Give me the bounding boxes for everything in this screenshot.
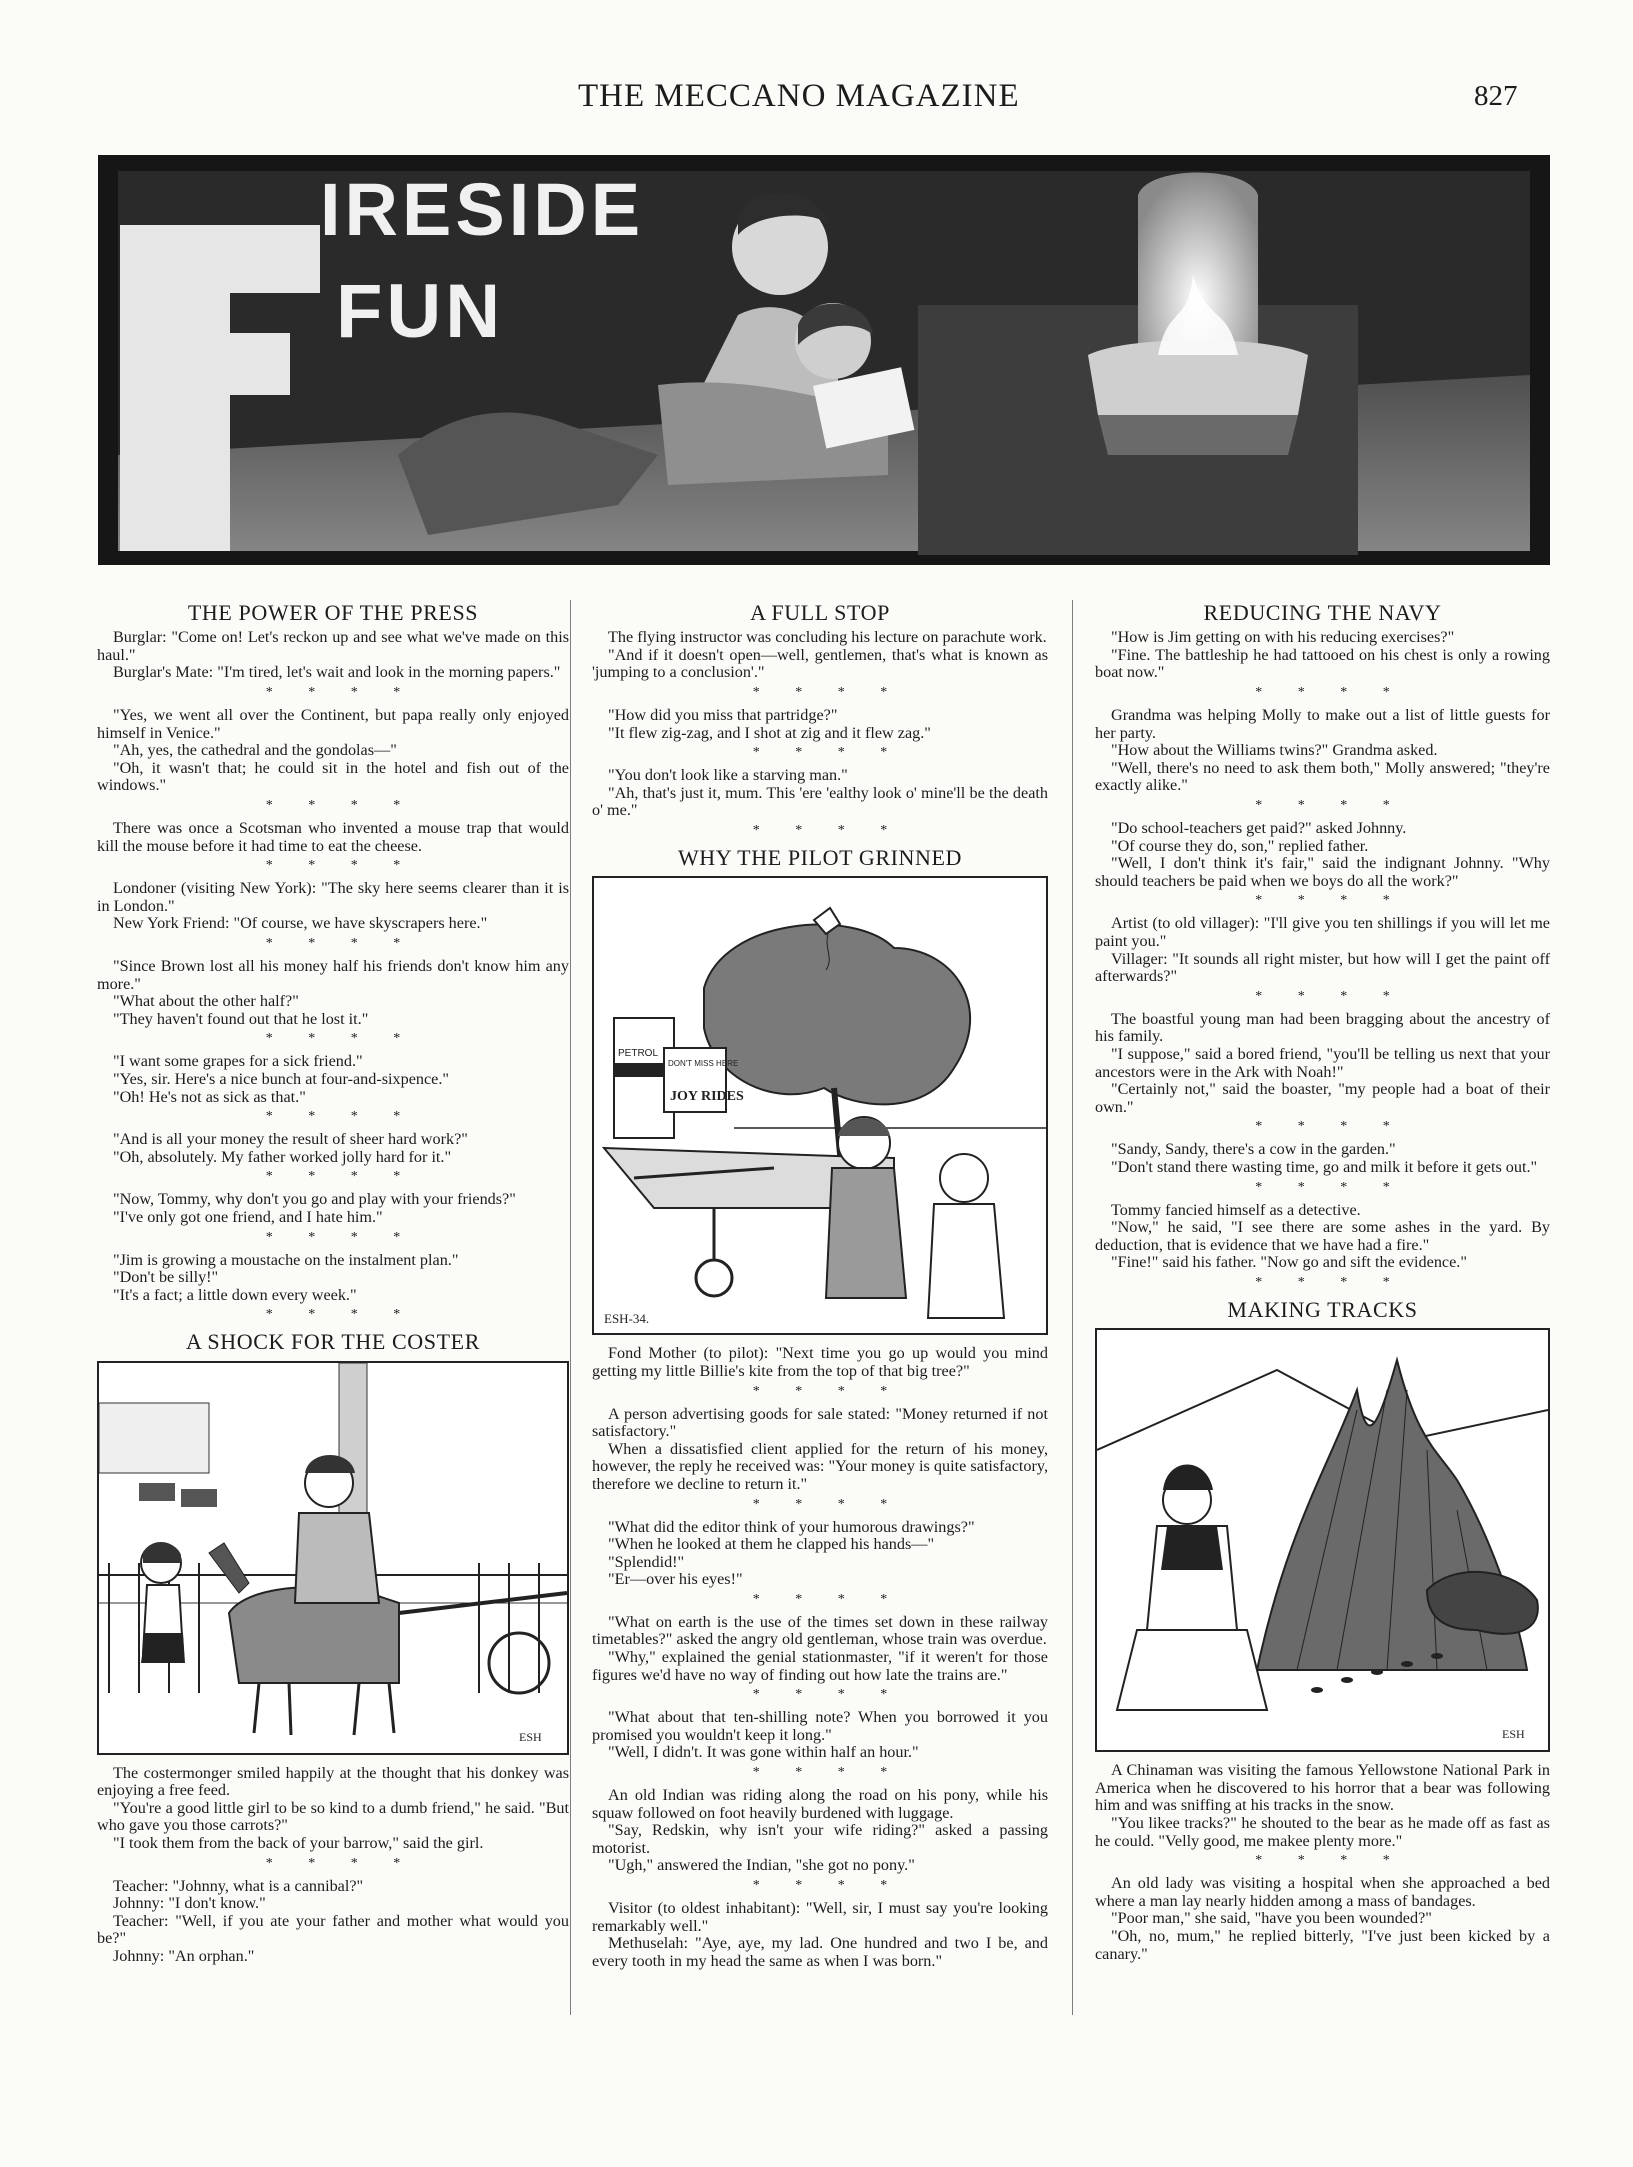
section-divider-stars: * * * * bbox=[265, 1031, 417, 1047]
banner-title-line1: IRESIDE bbox=[320, 168, 645, 251]
paragraph: Methuselah: "Aye, aye, my lad. One hundred and two I be, and every tooth in my head the same as when I was born." bbox=[592, 1934, 1048, 1970]
pilot-illustration bbox=[594, 878, 1046, 1333]
section-title: MAKING TRACKS bbox=[1227, 1296, 1418, 1322]
tracks-illustration bbox=[1097, 1330, 1548, 1750]
paragraph: A Chinaman was visiting the famous Yellowstone National Park in America when he discovered to his horror that a bear was following him and was sniffing at his tracks in the snow. bbox=[1095, 1761, 1550, 1815]
section-divider-stars: * * * * bbox=[1255, 893, 1406, 909]
pilot-signature: ESH-34. bbox=[604, 1311, 650, 1327]
paragraph: Visitor (to oldest inhabitant): "Well, sir, I must say you're looking remarkably well." bbox=[592, 1899, 1048, 1935]
paragraph: "When he looked at them he clapped his hands—" bbox=[608, 1535, 935, 1554]
paragraph: "What about that ten-shilling note? When you borrowed it you promised you wouldn't keep it long." bbox=[592, 1708, 1048, 1744]
paragraph: "Since Brown lost all his money half his friends don't know him any more." bbox=[97, 957, 569, 993]
section-divider-stars: * * * * bbox=[265, 1229, 417, 1245]
paragraph: Artist (to old villager): "I'll give you ten shillings if you will let me paint you." bbox=[1095, 914, 1550, 951]
paragraph: An old Indian was riding along the road on his pony, while his squaw followed on foot heavily burdened with luggage. bbox=[592, 1786, 1048, 1822]
paragraph: "What on earth is the use of the times set down in these railway timetables?" asked the angry old gentleman, whose train was overdue. bbox=[592, 1612, 1048, 1649]
paragraph: Fond Mother (to pilot): "Next time you go up would you mind getting my little Billie's kite from the top of that big tree?" bbox=[592, 1344, 1048, 1380]
paragraph: "It's a fact; a little down every week." bbox=[113, 1285, 357, 1304]
section-divider-stars: * * * * bbox=[752, 1765, 904, 1781]
paragraph: "And is all your money the result of sheer hard work?" bbox=[113, 1130, 468, 1149]
paragraph: "Don't be silly!" bbox=[113, 1268, 219, 1287]
paragraph: "Say, Redskin, why isn't your wife riding?" asked a passing motorist. bbox=[592, 1821, 1048, 1857]
paragraph: Johnny: "An orphan." bbox=[113, 1946, 255, 1965]
paragraph: The flying instructor was concluding his lecture on parachute work. bbox=[608, 628, 1047, 647]
paragraph: "Ah, yes, the cathedral and the gondolas—" bbox=[113, 741, 397, 760]
paragraph: "I took them from the back of your barrow," said the girl. bbox=[113, 1834, 484, 1852]
paragraph: "Do school-teachers get paid?" asked Johnny. bbox=[1111, 819, 1407, 838]
section-divider-stars: * * * * bbox=[752, 1496, 904, 1512]
section-divider-stars: * * * * bbox=[265, 1307, 417, 1323]
paragraph: "I suppose," said a bored friend, "you'll be telling us next that your ancestors were in the Ark with Noah!" bbox=[1095, 1044, 1550, 1081]
section-divider-stars: * * * * bbox=[752, 823, 904, 839]
paragraph: "Yes, sir. Here's a nice bunch at four-and-sixpence." bbox=[113, 1069, 450, 1088]
paragraph: Burglar's Mate: "I'm tired, let's wait and look in the morning papers." bbox=[113, 663, 561, 682]
section-divider-stars: * * * * bbox=[265, 1109, 417, 1125]
paragraph: "Fine!" said his father. "Now go and sift the evidence." bbox=[1111, 1253, 1467, 1272]
paragraph: "Ah, that's just it, mum. This 'ere 'ealthy look o' mine'll be the death o' me." bbox=[592, 783, 1048, 820]
section-divider-stars: * * * * bbox=[1255, 1274, 1406, 1290]
coster-signature: ESH bbox=[519, 1729, 542, 1744]
paragraph: "Poor man," she said, "have you been wounded?" bbox=[1111, 1909, 1432, 1928]
paragraph: There was once a Scotsman who invented a mouse trap that would kill the mouse before it had time to eat the cheese. bbox=[97, 819, 569, 855]
section-divider-stars: * * * * bbox=[1255, 1853, 1406, 1869]
paragraph: "Splendid!" bbox=[608, 1552, 685, 1571]
section-divider-stars: * * * * bbox=[265, 1855, 417, 1871]
paragraph: "Now," he said, "I see there are some ashes in the yard. By deduction, that is evidence that we have had a fire." bbox=[1095, 1218, 1550, 1254]
section-divider-stars: * * * * bbox=[265, 1169, 417, 1185]
column-1 bbox=[97, 600, 569, 1966]
section-title: THE POWER OF THE PRESS bbox=[187, 600, 479, 625]
section-divider-stars: * * * * bbox=[752, 745, 904, 761]
paragraph: "Oh! He's not as sick as that." bbox=[113, 1087, 306, 1106]
paragraph: The boastful young man had been bragging about the ancestry of his family. bbox=[1095, 1009, 1550, 1046]
paragraph: "Er—over his eyes!" bbox=[608, 1570, 743, 1589]
section-divider-stars: * * * * bbox=[265, 685, 417, 701]
section-title: REDUCING THE NAVY bbox=[1203, 600, 1442, 625]
paragraph: Johnny: "I don't know." bbox=[113, 1894, 266, 1913]
section-title: A FULL STOP bbox=[750, 600, 890, 625]
paragraph: Teacher: "Well, if you ate your father and mother what would you be?" bbox=[97, 1911, 569, 1948]
section-divider-stars: * * * * bbox=[265, 798, 417, 814]
tracks-illustration-frame bbox=[1095, 1328, 1550, 1752]
paragraph: The costermonger smiled happily at the thought that his donkey was enjoying a free feed. bbox=[97, 1763, 569, 1800]
paragraph: Villager: "It sounds all right mister, but how will I get the paint off afterwards?" bbox=[1095, 949, 1550, 986]
tracks-signature: ESH bbox=[1502, 1727, 1525, 1742]
coster-illustration-frame bbox=[97, 1361, 569, 1755]
paragraph: "I've only got one friend, and I hate him." bbox=[113, 1207, 383, 1226]
paragraph: "You don't look like a starving man." bbox=[608, 766, 848, 785]
paragraph: "What did the editor think of your humorous drawings?" bbox=[608, 1517, 975, 1536]
paragraph: "Oh, it wasn't that; he could sit in the hotel and fish out of the windows." bbox=[97, 758, 569, 795]
paragraph: "Well, I don't think it's fair," said the indignant Johnny. "Why should teachers be paid when we boys do all the work?" bbox=[1095, 854, 1550, 890]
section-divider-stars: * * * * bbox=[752, 1383, 904, 1399]
section-divider-stars: * * * * bbox=[1255, 988, 1406, 1004]
section-title: WHY THE PILOT GRINNED bbox=[677, 845, 963, 871]
section-divider-stars: * * * * bbox=[752, 685, 904, 701]
paragraph: "Certainly not," said the boaster, "my people had a boat of their own." bbox=[1095, 1080, 1550, 1116]
banner-illustration bbox=[98, 155, 1550, 565]
paragraph: "Yes, we went all over the Continent, but papa really only enjoyed himself in Venice." bbox=[97, 706, 569, 742]
pilot-sign-line3: JOY RIDES bbox=[670, 1089, 744, 1105]
pilot-sign-line2: DON'T MISS HERE bbox=[668, 1059, 739, 1069]
section-title: A SHOCK FOR THE COSTER bbox=[186, 1329, 480, 1355]
section-divider-stars: * * * * bbox=[752, 1591, 904, 1607]
section-divider-stars: * * * * bbox=[265, 858, 417, 874]
paragraph: "Don't stand there wasting time, go and milk it before it gets out." bbox=[1111, 1157, 1538, 1176]
section-divider-stars: * * * * bbox=[1255, 1179, 1406, 1195]
column-rule-1 bbox=[570, 600, 571, 2015]
banner-title-line2: FUN bbox=[336, 269, 505, 354]
coster-illustration bbox=[99, 1363, 567, 1753]
section-divider-stars: * * * * bbox=[1255, 1119, 1406, 1135]
paragraph: "How did you miss that partridge?" bbox=[608, 706, 838, 725]
column-2 bbox=[592, 600, 1048, 1970]
paragraph: "How is Jim getting on with his reducing exercises?" bbox=[1111, 628, 1455, 647]
column-3 bbox=[1095, 600, 1550, 1963]
paragraph: "Jim is growing a moustache on the instalment plan." bbox=[113, 1250, 459, 1269]
paragraph: "How about the Williams twins?" Grandma asked. bbox=[1111, 741, 1438, 760]
section-divider-stars: * * * * bbox=[1255, 685, 1406, 701]
paragraph: When a dissatisfied client applied for the return of his money, however, the reply he received was: "Your money is quite satisfactory, therefore we decline to return it." bbox=[592, 1439, 1048, 1493]
pilot-illustration-frame bbox=[592, 876, 1048, 1335]
paragraph: "Oh, absolutely. My father worked jolly hard for it." bbox=[113, 1147, 452, 1166]
paragraph: "You likee tracks?" he shouted to the bear as he made off as fast as he could. "Velly good, me makee plenty more." bbox=[1095, 1814, 1550, 1850]
paragraph: Grandma was helping Molly to make out a list of little guests for her party. bbox=[1095, 706, 1550, 742]
paragraph: "I want some grapes for a sick friend." bbox=[113, 1052, 363, 1071]
paragraph: "What about the other half?" bbox=[113, 992, 299, 1011]
section-divider-stars: * * * * bbox=[752, 1878, 904, 1893]
page-header bbox=[0, 78, 1633, 126]
paragraph: "Oh, no, mum," he replied bitterly, "I've just been kicked by a canary." bbox=[1095, 1926, 1550, 1963]
section-divider-stars: * * * * bbox=[265, 936, 417, 952]
paragraph: "Ugh," answered the Indian, "she got no pony." bbox=[608, 1856, 915, 1875]
paragraph: "They haven't found out that he lost it." bbox=[113, 1009, 369, 1028]
paragraph: "Of course they do, son," replied father. bbox=[1111, 836, 1369, 855]
magazine-title: THE MECCANO MAGAZINE bbox=[578, 78, 1020, 114]
paragraph: "Well, I didn't. It was gone within half an hour." bbox=[608, 1743, 919, 1762]
paragraph: New York Friend: "Of course, we have skyscrapers here." bbox=[113, 914, 488, 933]
paragraph: Teacher: "Johnny, what is a cannibal?" bbox=[113, 1876, 364, 1895]
paragraph: "And if it doesn't open—well, gentlemen, that's what is known as 'jumping to a conclusion'." bbox=[592, 645, 1048, 682]
paragraph: Burglar: "Come on! Let's reckon up and see what we've made on this haul." bbox=[97, 628, 569, 664]
paragraph: An old lady was visiting a hospital when she approached a bed where a man lay nearly hidden among a mass of bandages. bbox=[1095, 1874, 1550, 1910]
paragraph: "Well, there's no need to ask them both," Molly answered; "they're exactly alike." bbox=[1095, 758, 1550, 795]
paragraph: Londoner (visiting New York): "The sky here seems clearer than it is in London." bbox=[97, 879, 569, 915]
paragraph: "Now, Tommy, why don't you go and play with your friends?" bbox=[113, 1190, 516, 1209]
paragraph: "Why," explained the genial stationmaster, "if it weren't for those figures we'd have no way of finding out how late the trains are." bbox=[592, 1648, 1048, 1684]
paragraph: "It flew zig-zag, and I shot at zig and it flew zag." bbox=[608, 723, 931, 742]
section-divider-stars: * * * * bbox=[1255, 798, 1406, 814]
fireside-fun-banner bbox=[98, 155, 1550, 565]
column-rule-2 bbox=[1072, 600, 1073, 2015]
page-number: 827 bbox=[1474, 80, 1518, 112]
paragraph: "You're a good little girl to be so kind to a dumb friend," he said. "But who gave you those carrots?" bbox=[97, 1798, 569, 1835]
paragraph: Tommy fancied himself as a detective. bbox=[1111, 1200, 1361, 1219]
pilot-sign-line1: PETROL bbox=[618, 1048, 659, 1060]
paragraph: "Fine. The battleship he had tattooed on his chest is only a rowing boat now." bbox=[1095, 645, 1550, 682]
paragraph: A person advertising goods for sale stated: "Money returned if not satisfactory." bbox=[592, 1404, 1048, 1441]
section-divider-stars: * * * * bbox=[752, 1687, 904, 1703]
paragraph: "Sandy, Sandy, there's a cow in the garden." bbox=[1111, 1140, 1396, 1159]
